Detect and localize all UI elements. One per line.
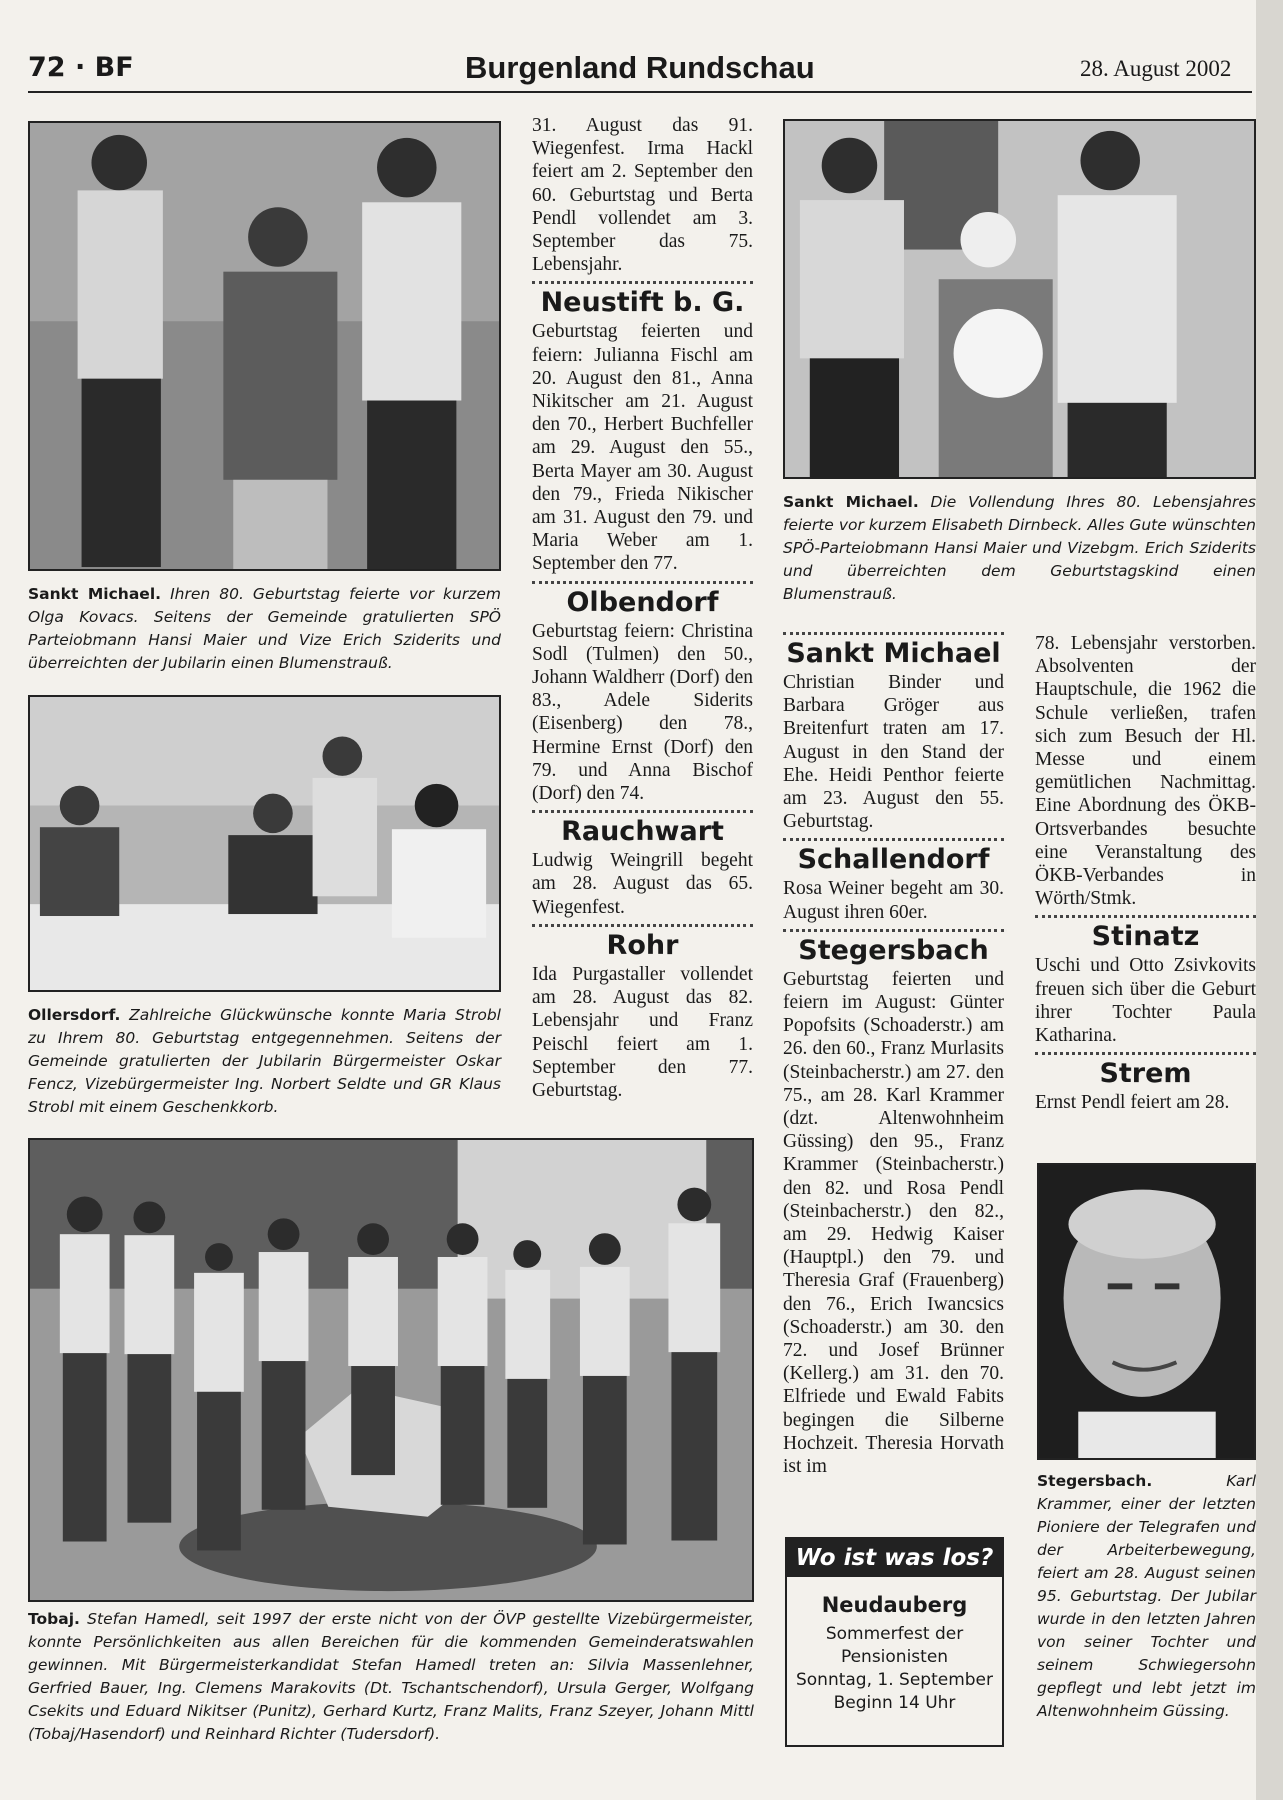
caption-text: Stefan Hamedl, seit 1997 der erste nicht von der ÖVP gestellte Vizebürgermeister, konnte Persönlichkeiten aus allen Bereichen für die kommenden Gemeinderatswahlen gewinnen. Mit Bürgermeisterkandidat Stefan Hamedl treten an: Silvia Massenlehner, Gerfried Bauer, Ing. Clemens Marakovits (Dt. Tschantschendorf), Ursula Gerger, Wolfgang Csekits und Eduard Nikitser (Punitz), Gerhard Kurtz, Franz Malits, Franz Szeyer, Johann Mittl (Tobaj/Hasendorf) und Reinhard Richter (Tudersdorf). (28, 1610, 754, 1743)
caption-place: Ollersdorf. (28, 1006, 121, 1024)
caption-photo5 (1037, 1470, 1256, 1723)
section-text: Geburtstag feierten und feiern: Julianna Fischl am 20. August den 81., Anna Nikitscher am 21. August den 70., Herbert Buchfeller am 29. August den 55., Berta Mayer am 30. August den 79., Frieda Nikischer am 31. August den 79. und Maria Weber am 1. September den 77. (532, 321, 753, 575)
caption-photo1 (28, 583, 501, 675)
section-heading: Neustift b. G. (540, 287, 745, 319)
newspaper-title: Burgenland Rundschau (465, 50, 815, 85)
event-box (785, 1537, 1004, 1747)
dotted-divider (532, 281, 753, 284)
photo-illustration (785, 121, 1254, 477)
caption-photo4 (28, 1608, 754, 1746)
section-heading: Strem (1099, 1058, 1192, 1090)
dotted-divider (783, 929, 1004, 932)
caption-place: Tobaj. (28, 1610, 80, 1628)
dotted-divider (532, 924, 753, 927)
section-text: Geburtstag feiern: Christina Sodl (Tulmen) den 50., Johann Waldherr (Dorf) den 83., Adele Siderits (Eisenberg) den 78., Hermine Ernst (Dorf) den 79. und Anna Bischof (Dorf) den 74. (532, 620, 753, 805)
caption-text: Karl Krammer, einer der letzten Pioniere der Telegrafen und der Arbeiterbewegung, feiert am 28. August seinen 95. Geburtstag. Der Jubilar wurde in den letzten Jahren von seiner Tochter und seinem Schwiegersohn gepflegt und lebt jetzt im Altenwohnheim Güssing. (1037, 1472, 1256, 1720)
section-text: Christian Binder und Barbara Gröger aus Breitenfurt traten am 17. August in den Stand der Ehe. Heidi Penthor feierte am 23. August den 55. Geburtstag. (783, 672, 1004, 833)
dotted-divider (1035, 1052, 1256, 1055)
section-heading: Stegersbach (798, 934, 989, 966)
dotted-divider (1035, 915, 1256, 918)
dotted-divider (532, 581, 753, 584)
caption-photo3 (783, 491, 1256, 606)
event-line: Sonntag, 1. September (795, 1670, 993, 1690)
section-heading: Schallendorf (797, 844, 990, 876)
photo-illustration (30, 697, 499, 990)
event-box-title: Wo ist was los? (787, 1539, 1002, 1577)
photo-maria-strobl (28, 695, 501, 992)
photo-tobaj-candidates (28, 1138, 754, 1602)
event-details (787, 1623, 1002, 1715)
event-line: Sommerfest der (825, 1624, 964, 1644)
issue-date: 28. August 2002 (1080, 56, 1232, 81)
event-line: Beginn 14 Uhr (833, 1693, 956, 1713)
column-2 (532, 114, 753, 1102)
page-number: 72 · BF (28, 52, 134, 83)
section-heading: Stinatz (1091, 921, 1200, 953)
header-rule (28, 91, 1252, 93)
column-4 (1035, 632, 1256, 1114)
section-text: Geburtstag feierten und feiern im August: Günter Popofsits (Schoaderstr.) am 26. den 60., Franz Murlasits (Steinbacherstr.) am 27. den 75., am 28. Karl Krammer (dzt. Altenwohnheim Güssing) den 95., Franz Krammer (Steinbacherstr.) den 82. und Rosa Pendl (Steinbacherstr.) den 82., am 29. Hedwig Kaiser (Hauptpl.) den 79. und Theresia Graf (Frauenberg) den 76., Erich Iwancsics (Schoaderstr.) am 30. den 72. und Josef Brünner (Kellerg.) am 31. den 70. Elfriede und Ewald Fabits begingen die Silberne Hochzeit. Theresia Horvath ist im (783, 968, 1004, 1478)
section-text: Uschi und Otto Zsivkovits freuen sich über die Geburt ihrer Tochter Paula Katharina. (1035, 955, 1256, 1047)
column-3 (783, 632, 1004, 1478)
photo-illustration (1039, 1165, 1254, 1458)
column-intro: 78. Lebensjahr verstorben. Absolventen der Hauptschule, die 1962 die Schule verließen, trafen sich zum Besuch der Hl. Messe und einem gemütlichen Nachmittag. Eine Abordnung des ÖKB-Ortsverbandes besuchte eine Veranstaltung des ÖKB-Verbandes in Wörth/Stmk. (1035, 633, 1256, 910)
caption-place: Stegersbach. (1037, 1472, 1153, 1490)
section-text: Ida Purgastaller vollendet am 28. August das 82. Lebensjahr und Franz Peischl feiert am 1. September den 77. Geburtstag. (532, 963, 753, 1101)
event-place: Neudauberg (821, 1593, 968, 1617)
caption-photo2 (28, 1004, 501, 1119)
dotted-divider (783, 632, 1004, 635)
dotted-divider (783, 838, 1004, 841)
caption-place: Sankt Michael. (783, 493, 919, 511)
caption-text: Die Vollendung Ihres 80. Lebensjahres feierte vor kurzem Elisabeth Dirnbeck. Alles Gute wünschten SPÖ-Parteiobmann Hansi Maier und Vizebgm. Erich Sziderits und überreichten dem Geburtstagskind einen Blumenstrauß. (783, 493, 1256, 603)
caption-text: Ihren 80. Geburtstag feierte vor kurzem Olga Kovacs. Seitens der Gemeinde gratulierten SPÖ Parteiobmann Hansi Maier und Vize Erich Sziderits und überreichten der Jubilarin einen Blumenstrauß. (28, 585, 501, 672)
section-text: Rosa Weiner begeht am 30. August ihren 60er. (783, 878, 1004, 923)
section-heading: Rauchwart (561, 816, 724, 848)
photo-illustration (30, 123, 499, 569)
caption-place: Sankt Michael. (28, 585, 162, 603)
column-intro: 31. August das 91. Wiegenfest. Irma Hackl feiert am 2. September den 60. Geburtstag und Berta Pendl vollendet am 3. September das 75. Lebensjahr. (532, 115, 753, 276)
photo-olga-kovacs (28, 121, 501, 571)
dotted-divider (532, 810, 753, 813)
photo-elisabeth-dirnbeck (783, 119, 1256, 479)
page-edge-shadow (1256, 0, 1283, 1800)
section-text: Ernst Pendl feiert am 28. (1035, 1092, 1230, 1114)
photo-karl-krammer (1037, 1163, 1256, 1460)
section-heading: Rohr (606, 929, 679, 961)
photo-illustration (30, 1140, 752, 1600)
caption-text: Zahlreiche Glückwünsche konnte Maria Strobl zu Ihrem 80. Geburtstag entgegennehmen. Seitens der Gemeinde gratulierten der Jubilarin Bürgermeister Oskar Fencz, Vizebürgermeister Ing. Norbert Seldte und GR Klaus Strobl mit einem Geschenkkorb. (28, 1006, 501, 1116)
section-text: Ludwig Weingrill begeht am 28. August das 65. Wiegenfest. (532, 850, 753, 918)
section-heading: Sankt Michael (786, 638, 1001, 669)
section-heading: Olbendorf (566, 586, 719, 618)
event-line: Pensionisten (840, 1647, 949, 1667)
